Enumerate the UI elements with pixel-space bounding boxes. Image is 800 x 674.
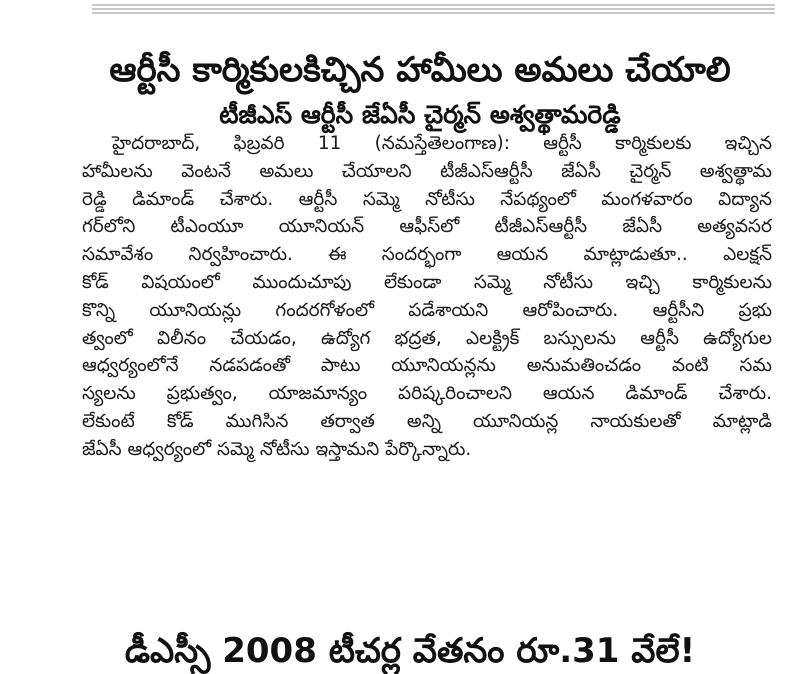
article-headline: ఆర్టీసీ కార్మికులకిచ్చిన హామీలు అమలు చేయాలి xyxy=(109,49,731,90)
body-line: హైదరాబాద్, ఫిబ్రవరి 11 (నమస్తేతెలంగాణ): ఆర్టీసీ కార్మికులకు ఇచ్చిన xyxy=(112,133,772,154)
body-line: ఆధ్వర్యంలోనే నడపడంతో పాటు యూనియన్లను అనుమతించడం వంటి సమ xyxy=(82,355,772,377)
body-line: రెడ్డి డిమాండ్ చేశారు. ఆర్టీసీ సమ్మె నోటీసు నేపథ్యంలో మంగళవారం విద్యాన xyxy=(82,188,772,210)
body-line: సమావేశం నిర్వహించారు. ఈ సందర్భంగా ఆయన మాట్లాడుతూ.. ఎలక్షన్ xyxy=(82,244,772,266)
body-line: స్యలను ప్రభుత్వం, యాజమాన్యం పరిష్కరించాలని ఆయన డిమాండ్ చేశారు. xyxy=(82,383,772,405)
body-line: హామీలను వెంటనే అమలు చేయాలని టీజీఎస్ఆర్టీసీ జేఏసీ చైర్మన్ అశ్వత్థామ xyxy=(82,160,772,182)
body-line: లేకుంటే కోడ్ ముగిసిన తర్వాత అన్ని యూనియన్ల నాయకులతో మాట్లాడి xyxy=(82,410,772,432)
body-line: కోడ్ విషయంలో ముందుచూపు లేకుండా సమ్మె నోటీసు ఇచ్చి కార్మికులను xyxy=(82,271,772,293)
article-subheadline: టీజీఎస్ ఆర్టీసీ జేఏసీ చైర్మన్ అశ్వత్థామరెడ్డి xyxy=(219,99,621,129)
body-line: జేఏసీ ఆధ్వర్యంలో సమ్మె నోటీసు ఇస్తామని పేర్కొన్నారు. xyxy=(82,438,472,460)
body-line: గర్‌లోని టీఎంయూ యూనియన్ ఆఫీస్‌లో టీజీఎస్ఆర్టీసీ జేఏసీ అత్యవసర xyxy=(82,216,772,238)
article-body xyxy=(82,130,772,464)
body-line: కొన్ని యూనియన్లు గందరగోళంలో పడేశాయని ఆరోపించారు. ఆర్టీసీని ప్రభు xyxy=(82,299,772,321)
body-line: త్వంలో విలీనం చేయడం, ఉద్యోగ భద్రత, ఎలక్ట్రిక్ బస్సులను ఆర్టీసీ ఉద్యోగుల xyxy=(82,327,772,349)
top-divider-rule xyxy=(92,4,775,16)
next-article-headline: డీఎస్సీ 2008 టీచర్ల వేతనం రూ.31 వేలే! xyxy=(124,630,696,671)
